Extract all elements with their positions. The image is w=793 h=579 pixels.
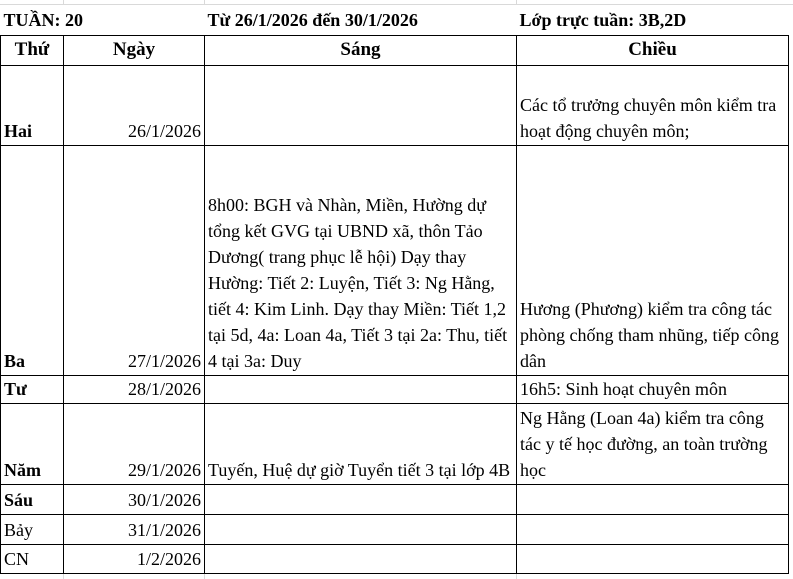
table-row [1, 376, 789, 404]
header-ngay[interactable]: Ngày [64, 36, 205, 66]
title-row [1, 5, 789, 36]
table-row [1, 66, 789, 146]
cell-thu[interactable]: Hai [1, 66, 64, 146]
cell-sang[interactable]: 8h00: BGH và Nhàn, Miền, Hường dự tổng kết GVG tại UBND xã, thôn Tảo Dương( trang phục lễ hội) Dạy thay Hường: Tiết 2: Luyện, Tiết 3: Ng Hằng, tiết 4: Kim Linh. Dạy thay Miền: Tiết 1,2 tại 5d, 4a: Loan 4a, Tiết 3 tại 2a: Thu, tiết 4 tại 3a: Duy [205, 146, 517, 376]
cell-sang[interactable] [205, 545, 517, 574]
cell-sang[interactable] [205, 376, 517, 404]
duty-class[interactable]: Lớp trực tuần: 3B,2D [517, 5, 789, 36]
cell-ngay[interactable]: 30/1/2026 [64, 485, 205, 515]
cell-chieu[interactable]: 16h5: Sinh hoạt chuyên môn [517, 376, 789, 404]
header-row [1, 36, 789, 66]
cell-ngay[interactable]: 29/1/2026 [64, 404, 205, 485]
cell-chieu[interactable] [517, 515, 789, 545]
cell-chieu[interactable]: Các tổ trưởng chuyên môn kiểm tra hoạt động chuyên môn; [517, 66, 789, 146]
header-sang[interactable]: Sáng [205, 36, 517, 66]
cell-sang[interactable]: Tuyến, Huệ dự giờ Tuyển tiết 3 tại lớp 4B [205, 404, 517, 485]
cell-chieu[interactable]: Hương (Phương) kiểm tra công tác phòng chống tham nhũng, tiếp công dân [517, 146, 789, 376]
table-row [1, 545, 789, 574]
cell-chieu[interactable] [517, 545, 789, 574]
cell-thu[interactable]: CN [1, 545, 64, 574]
cell-thu[interactable]: Ba [1, 146, 64, 376]
cell-ngay[interactable]: 28/1/2026 [64, 376, 205, 404]
table-row [1, 485, 789, 515]
cell-sang[interactable] [205, 485, 517, 515]
cell-ngay[interactable]: 26/1/2026 [64, 66, 205, 146]
cell-thu[interactable]: Tư [1, 376, 64, 404]
cell-thu[interactable]: Bảy [1, 515, 64, 545]
table-row [1, 515, 789, 545]
table-row [1, 404, 789, 485]
cell-sang[interactable] [205, 515, 517, 545]
cell-thu[interactable]: Năm [1, 404, 64, 485]
weekly-schedule-table [0, 5, 789, 574]
cell-chieu[interactable] [517, 485, 789, 515]
cell-ngay[interactable]: 1/2/2026 [64, 545, 205, 574]
date-range[interactable]: Từ 26/1/2026 đến 30/1/2026 [205, 5, 517, 36]
cell-ngay[interactable]: 27/1/2026 [64, 146, 205, 376]
cell-thu[interactable]: Sáu [1, 485, 64, 515]
cell-ngay[interactable]: 31/1/2026 [64, 515, 205, 545]
header-thu[interactable]: Thứ [1, 36, 64, 66]
header-chieu[interactable]: Chiều [517, 36, 789, 66]
week-label[interactable]: TUẦN: 20 [1, 5, 205, 36]
cell-sang[interactable] [205, 66, 517, 146]
table-row [1, 146, 789, 376]
cell-chieu[interactable]: Ng Hằng (Loan 4a) kiểm tra công tác y tế học đường, an toàn trường học [517, 404, 789, 485]
